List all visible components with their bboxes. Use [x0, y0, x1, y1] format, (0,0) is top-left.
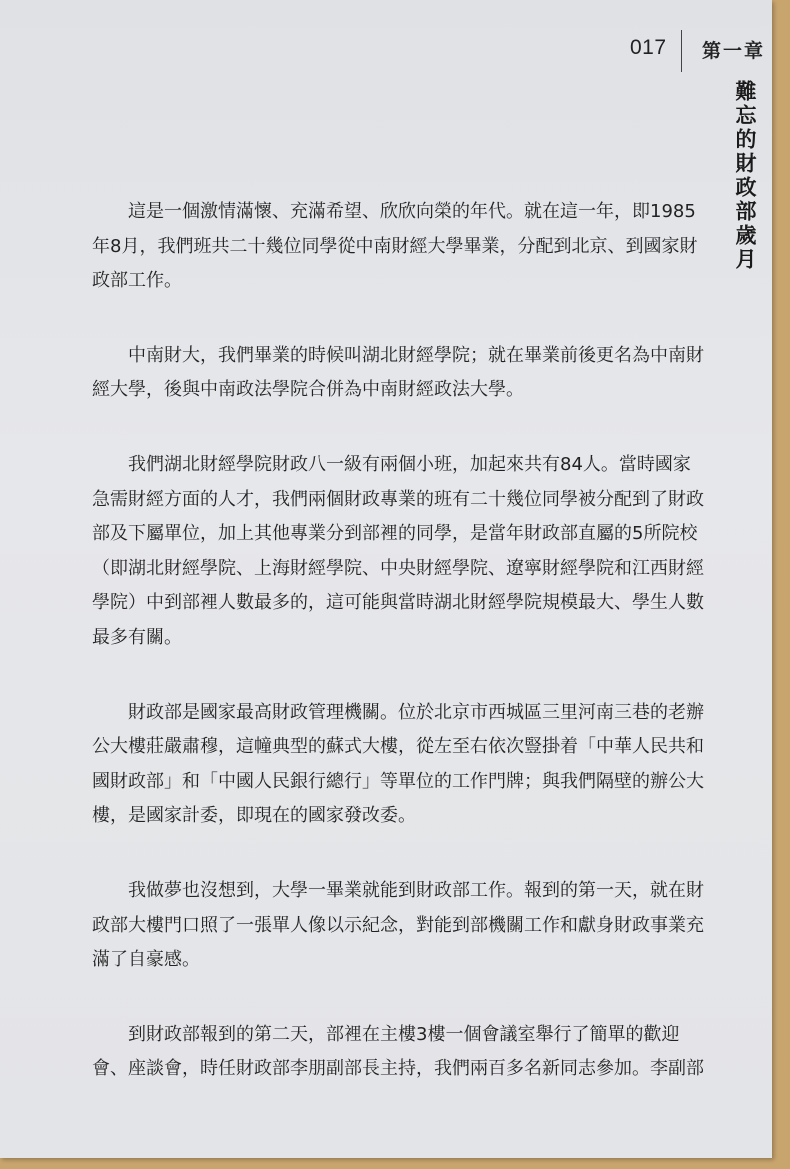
paragraph: 到財政部報到的第二天，部裡在主樓3樓一個會議室舉行了簡單的歡迎 會、座談會，時任財政部李朋副部長主持，我們兩百多名新同志參加。李副部	[92, 1023, 704, 1080]
paragraph: 財政部是國家最高財政管理機關。位於北京市西城區三里河南三巷的老辦 公大樓莊嚴肅穆，這幢典型的蘇式大樓，從左至右依次豎掛着「中華人民共和 國財政部」和「中國人民銀行總行」等單位的工作門牌；與我們隔壁的辦公大 樓，是國家計委，即現在的國家發改委。	[92, 701, 704, 827]
running-title: 難忘的財政部歲月	[733, 80, 758, 272]
paragraph: 中南財大，我們畢業的時候叫湖北財經學院；就在畢業前後更名為中南財 經大學，後與中南政法學院合併為中南財經政法大學。	[92, 344, 704, 401]
chapter-label: 第一章	[702, 40, 766, 62]
paragraph: 這是一個激情滿懷、充滿希望、欣欣向榮的年代。就在這一年，即1985 年8月，我們班共二十幾位同學從中南財經大學畢業，分配到北京、到國家財 政部工作。	[92, 201, 698, 292]
header-divider	[681, 30, 682, 72]
paragraph: 我做夢也沒想到，大學一畢業就能到財政部工作。報到的第一天，就在財 政部大樓門口照了一張單人像以示紀念，對能到部機關工作和獻身財政事業充 滿了自豪感。	[92, 879, 704, 971]
page-number: 017	[630, 36, 667, 59]
paragraph: 我們湖北財經學院財政八一級有兩個小班，加起來共有84人。當時國家 急需財經方面的人才，我們兩個財政專業的班有二十幾位同學被分配到了財政 部及下屬單位，加上其他專業分到部裡的同學，是當年財政部直屬的5所院校 （即湖北財經學院、上海財經學院、中央財經學院、遼寧財經學院和江西財經 學院）中到部裡人數最多的，這可能與當時湖北財經學院規模最大、學生人數 最多有關。	[92, 453, 704, 648]
body-text	[92, 195, 710, 1127]
